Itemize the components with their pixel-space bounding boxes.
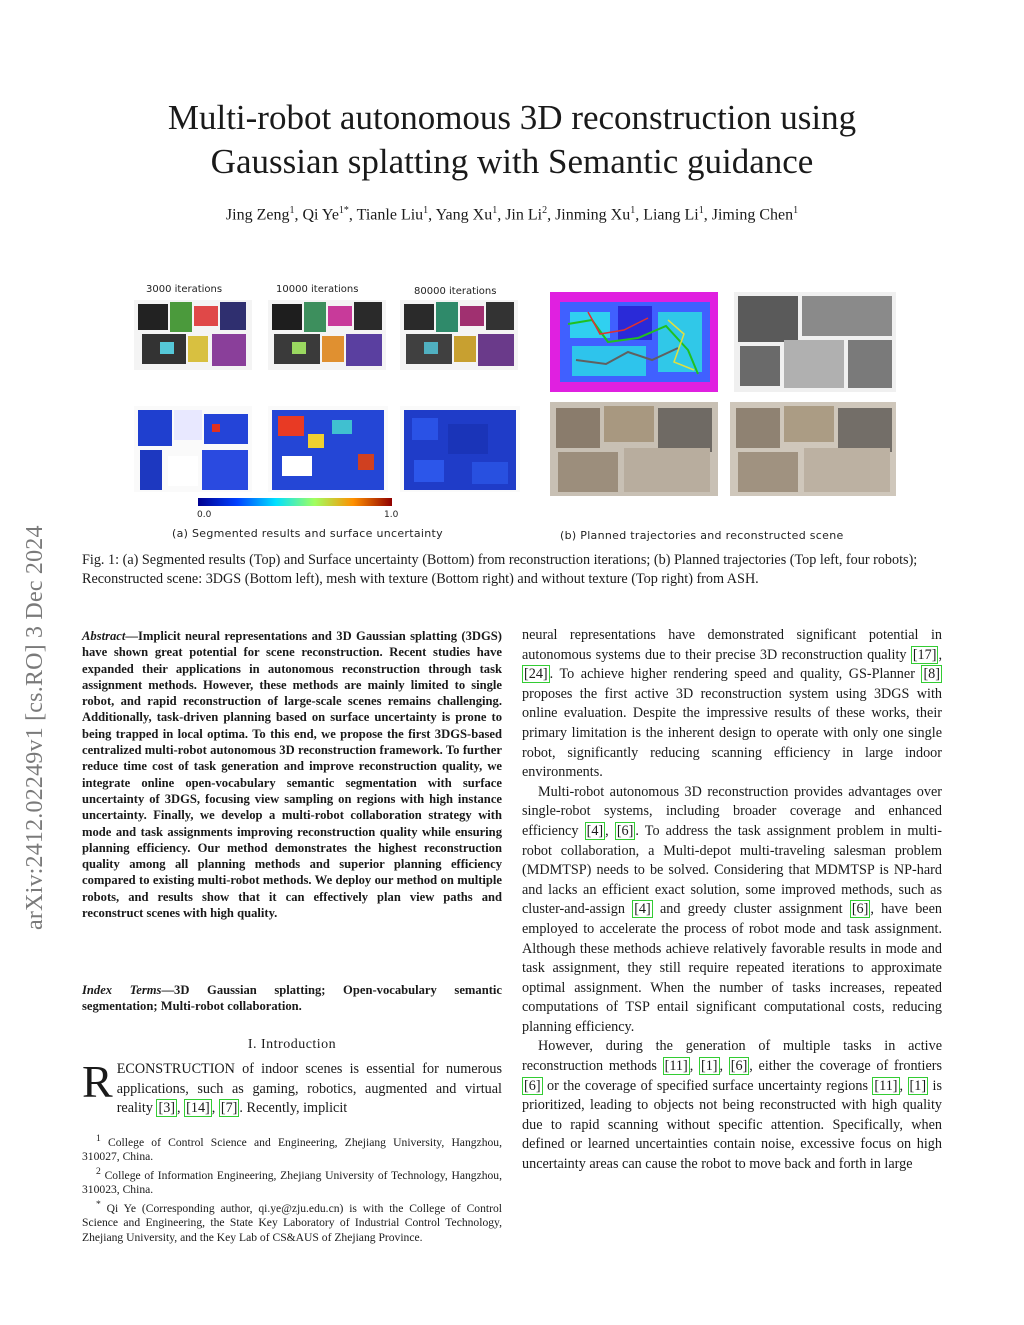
iter-label-80000: 80000 iterations — [414, 286, 497, 297]
citation-link[interactable]: [6] — [730, 1058, 748, 1075]
intro-paragraph: RECONSTRUCTION of indoor scenes is essential for numerous applications, such as gaming, robotics, augmented and virtual reality [3] , [14] , [7] . Recently, implicit — [82, 1056, 502, 1117]
segmented-results-row — [132, 296, 522, 378]
index-terms-text: —3D Gaussian splatting; Open-vocabulary semantic segmentation; Multi-robot collaboration. — [82, 983, 502, 1014]
author: Jinming Xu — [555, 206, 631, 224]
figure-1 — [0, 0, 1024, 550]
citation-link[interactable]: [24] — [524, 666, 548, 683]
uncertainty-map-10000 — [268, 406, 388, 492]
citation-link[interactable]: [14] — [186, 1100, 210, 1117]
right-column — [522, 626, 942, 1175]
mesh-with-texture — [730, 402, 896, 496]
iter-label-10000: 10000 iterations — [276, 284, 359, 295]
reconstructed-3dgs — [550, 402, 718, 496]
colorbar-max-label: 1.0 — [384, 510, 399, 520]
right-paragraph-2: Multi-robot autonomous 3D reconstruction provides advantages over single-robot systems, including broader coverage and enhanced efficiency [4] , [6] . To address the task assignment problem in multi-robot collaboration, a Multi-depot multi-traveling salesman problem (MDMTSP) needs to be solved. Considering that MDMTSP is NP-hard and lacks an efficient exact solution, some improved methods, such as cluster-and-assign [4] and greedy cluster assignment [6] , have been employed to accelerate the process of robot mode and task assignment. Although these methods achieve relatively favorable results in mode and task assignment, they still require repeated iterations to approximate optimal assignment. When the number of tasks increases, repeated computations of TSP entail significant computational costs, reducing planning efficiency. — [522, 783, 943, 1035]
figure-caption: Fig. 1: (a) Segmented results (Top) and Surface uncertainty (Bottom) from reconstruction iterations; (b) Planned trajectories (Top left, four robots); Reconstructed scene: 3DGS (Bottom left), mesh with texture (Bottom right) and without texture (Top right) from ASH. — [82, 552, 918, 587]
footnote-2: $^2$ College of Information Engineering, Zhejiang University of Technology, Hangzhou, 310023, China. — [82, 1165, 502, 1197]
author: Jiming Chen — [711, 206, 794, 224]
author: Yang Xu — [435, 206, 493, 224]
index-terms — [82, 982, 502, 1015]
iter-label-3000: 3000 iterations — [146, 284, 223, 295]
right-paragraph-1: neural representations have demonstrated significant potential in autonomous systems due to their precise 3D reconstruction quality [17] , [24] . To achieve higher rendering speed and quality, GS-Planner [8] proposes the first active 3D reconstruction system using 3DGS with online evaluation. Despite the impressive results of these works, their primary limitation is the inherent design to operate with only one single robot, significantly reducing scanning efficiency in large indoor environments. — [522, 627, 942, 781]
abstract-label: Abstract — [82, 629, 126, 643]
citation-link[interactable]: [6] — [616, 822, 634, 839]
author: Jin Li — [505, 206, 543, 224]
citation-link[interactable]: [6] — [851, 901, 869, 918]
citation-link[interactable]: [11] — [664, 1058, 688, 1075]
author: Jing Zeng — [225, 206, 290, 224]
citation-link[interactable]: [3] — [158, 1100, 176, 1117]
segmented-map-10000 — [268, 300, 386, 370]
citation-link[interactable]: [4] — [586, 822, 604, 839]
author: Tianle Liu — [356, 206, 424, 224]
citation-link[interactable]: [1] — [909, 1077, 927, 1094]
abstract-text: —Implicit neural representations and 3D Gaussian splatting (3DGS) have shown great potential for scene reconstruction. Recent studies have expanded their applications in autonomous reconstruction through task assignment methods. However, these methods are mainly limited to single robot, and rapid reconstruction of large-scale scenes remains challenging. Additionally, task-driven planning based on surface uncertainty is prone to being trapped in local optima. To this end, we propose the first 3DGS-based centralized multi-robot autonomous 3D reconstruction framework. To further reduce time cost of task generation and improve reconstruction quality, we integrate online open-vocabulary semantic segmentation with surface uncertainty of 3DGS, focusing view sampling on regions with high instance uncertainty. Finally, we develop a multi-robot collaboration strategy with mode and task assignments improving reconstruction quality while ensuring planning efficiency. Our method demonstrates the highest reconstruction quality among all planning methods and superior planning efficiency compared to existing multi-robot methods. We deploy our method on multiple robots, and results show that it can effectively plan view paths and reconstruct scenes with high quality. — [82, 629, 502, 921]
citation-link[interactable]: [8] — [923, 666, 940, 683]
citation-link[interactable]: [17] — [912, 646, 937, 663]
citation-link[interactable]: [7] — [220, 1100, 238, 1117]
planned-trajectories-panel — [548, 290, 898, 498]
section-heading: I. Introduction — [247, 1037, 337, 1052]
citation-link[interactable]: [11] — [874, 1077, 898, 1094]
title-line-1: Multi-robot autonomous 3D reconstruction using — [167, 98, 857, 137]
footnote-corresponding: * Qi Ye (Corresponding author, qi.ye@zju.edu.cn) is with the College of Control Science and Engineering, the State Key Laboratory of Industrial Control Technology, Zhejiang University, and the Key Lab of CS&AUS of Zhejiang Province. — [82, 1198, 502, 1244]
author: Liang Li — [643, 206, 699, 224]
abstract — [82, 628, 502, 921]
footnotes — [82, 1132, 502, 1245]
arxiv-identifier: arXiv:2412.02249v1 [cs.RO] 3 Dec 2024 — [22, 525, 48, 930]
title-line-2: Gaussian splatting with Semantic guidance — [210, 142, 814, 181]
mesh-without-texture — [734, 292, 896, 392]
citation-link[interactable]: [4] — [634, 901, 651, 918]
right-paragraph-3: However, during the generation of multiple tasks in active reconstruction methods [11] , [1] , [6] , either the coverage of frontiers [6] or the coverage of specified surface uncertainty regions [11] , [1] is prioritized, leading to objects not being reconstructed with high quality due to rapid scanning without specific attention. Specifically, when defined or learned uncertainties contain noise, excessive focus on high uncertainty areas can cause the robot to move back and forth in large — [522, 1038, 942, 1173]
segmented-map-3000 — [134, 300, 252, 370]
citation-link[interactable]: [6] — [524, 1077, 541, 1094]
colorbar — [198, 498, 392, 510]
citation-link[interactable]: [1] — [700, 1058, 718, 1075]
uncertainty-map-80000 — [400, 406, 520, 492]
author: Qi Ye — [302, 206, 339, 224]
uncertainty-row — [132, 404, 522, 496]
trajectory-map — [550, 292, 718, 392]
colorbar-min-label: 0.0 — [197, 510, 212, 520]
segmented-map-80000 — [400, 300, 518, 370]
subcaption-a: (a) Segmented results and surface uncertainty — [172, 527, 443, 540]
footnote-1: $^1$ College of Control Science and Engineering, Zhejiang University, Hangzhou, 310027, China. — [82, 1133, 502, 1164]
author-list: Jing Zeng$^1$, Qi $Ye^{1*}$, Tianle Liu$^1$, Yang Xu$^1$, Jin Li$^2$, Jinming Xu$^1$, Liang Li$^1$, Jiming Chen$^1$ — [225, 205, 799, 224]
index-terms-label: Index Terms — [82, 983, 162, 997]
uncertainty-map-3000 — [134, 406, 252, 492]
drop-cap: R — [82, 1056, 113, 1107]
subcaption-b: (b) Planned trajectories and reconstructed scene — [560, 529, 844, 542]
